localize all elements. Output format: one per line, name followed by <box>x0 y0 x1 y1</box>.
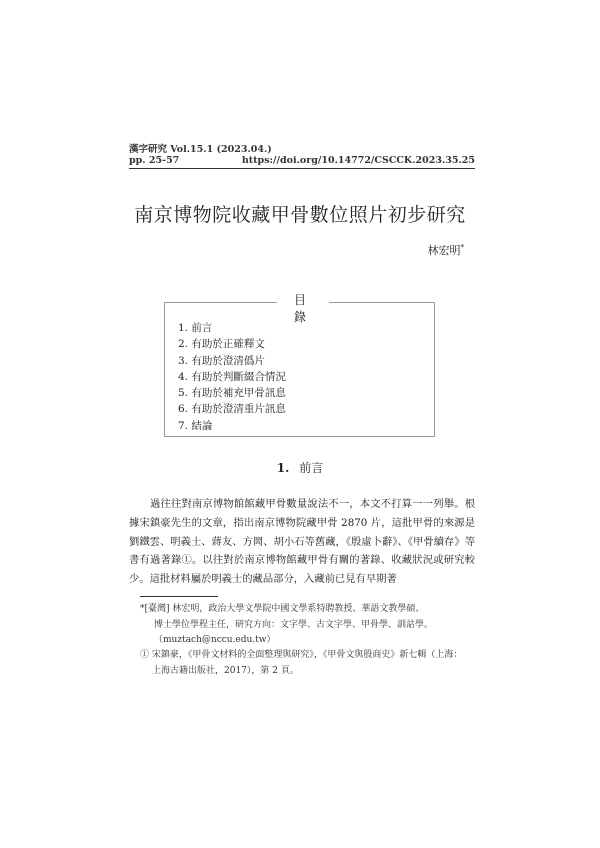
author-footnote <box>140 602 475 649</box>
footnote-line: *[臺灣] 林宏明，政治大學文學院中國文學系特聘教授、華語文教學碩、 <box>140 604 425 614</box>
paper-title: 南京博物院收藏甲骨數位照片初步研究 <box>134 204 466 226</box>
section-title: 前言 <box>299 461 324 475</box>
author-name: 林宏明 <box>427 244 461 257</box>
footnote-rule <box>140 596 218 597</box>
header-rule <box>129 168 475 169</box>
section-number: 1. <box>276 461 290 475</box>
footnote-line: 博士學位學程主任，研究方向：文字學、古文字學、甲骨學、訓詁學。 <box>154 619 434 630</box>
author <box>428 242 465 258</box>
toc-item[interactable]: 2. 有助於正確釋文 <box>178 338 265 351</box>
footnote-email: （muztach@nccu.edu.tw） <box>154 635 276 645</box>
footnote-line: 上海古籍出版社，2017），第 2 頁。 <box>152 665 299 676</box>
toc-title: 目 錄 <box>277 291 329 325</box>
footnote-line: ① 宋鎮豪，《甲骨文材料的全面整理與研究》，《甲骨文與殷商史》新七輯（上海： <box>140 650 463 660</box>
journal-header: 漢字研究 Vol.15.1 (2023.04.) <box>129 144 272 155</box>
doi-link[interactable]: https://doi.org/10.14772/CSCCK.2023.35.25 <box>241 155 475 166</box>
paragraph: 過往往對南京博物館館藏甲骨數量說法不一，本文不打算一一列舉。根據宋鎮豪先生的文章，指出南京博物院藏甲骨 2870 片，這批甲骨的來源是劉鐵雲、明義士、蔣友、方岡、胡小石等舊藏，《殷虛卜辭》、《甲骨續存》等書有過著錄①。以往對於南京博物館藏甲骨有關的著錄、收藏狀況或研究較少。這批材料屬於明義士的藏品部分，入藏前已見有早期著 <box>129 498 475 586</box>
footnote-1 <box>140 648 475 679</box>
toc-item[interactable]: 7. 結論 <box>178 419 213 432</box>
body-text <box>129 495 475 589</box>
toc-item[interactable]: 6. 有助於澄清重片訊息 <box>178 403 286 416</box>
author-footnote-mark: * <box>460 243 464 252</box>
toc-item[interactable]: 4. 有助於判斷綴合情況 <box>178 370 286 383</box>
section-heading <box>0 459 600 476</box>
toc-list <box>178 320 286 434</box>
toc-item[interactable]: 5. 有助於補充甲骨訊息 <box>178 387 286 400</box>
page-range: pp. 25-57 <box>129 155 180 166</box>
toc-item[interactable]: 1. 前言 <box>178 322 213 334</box>
toc-item[interactable]: 3. 有助於澄清僞片 <box>178 354 265 367</box>
